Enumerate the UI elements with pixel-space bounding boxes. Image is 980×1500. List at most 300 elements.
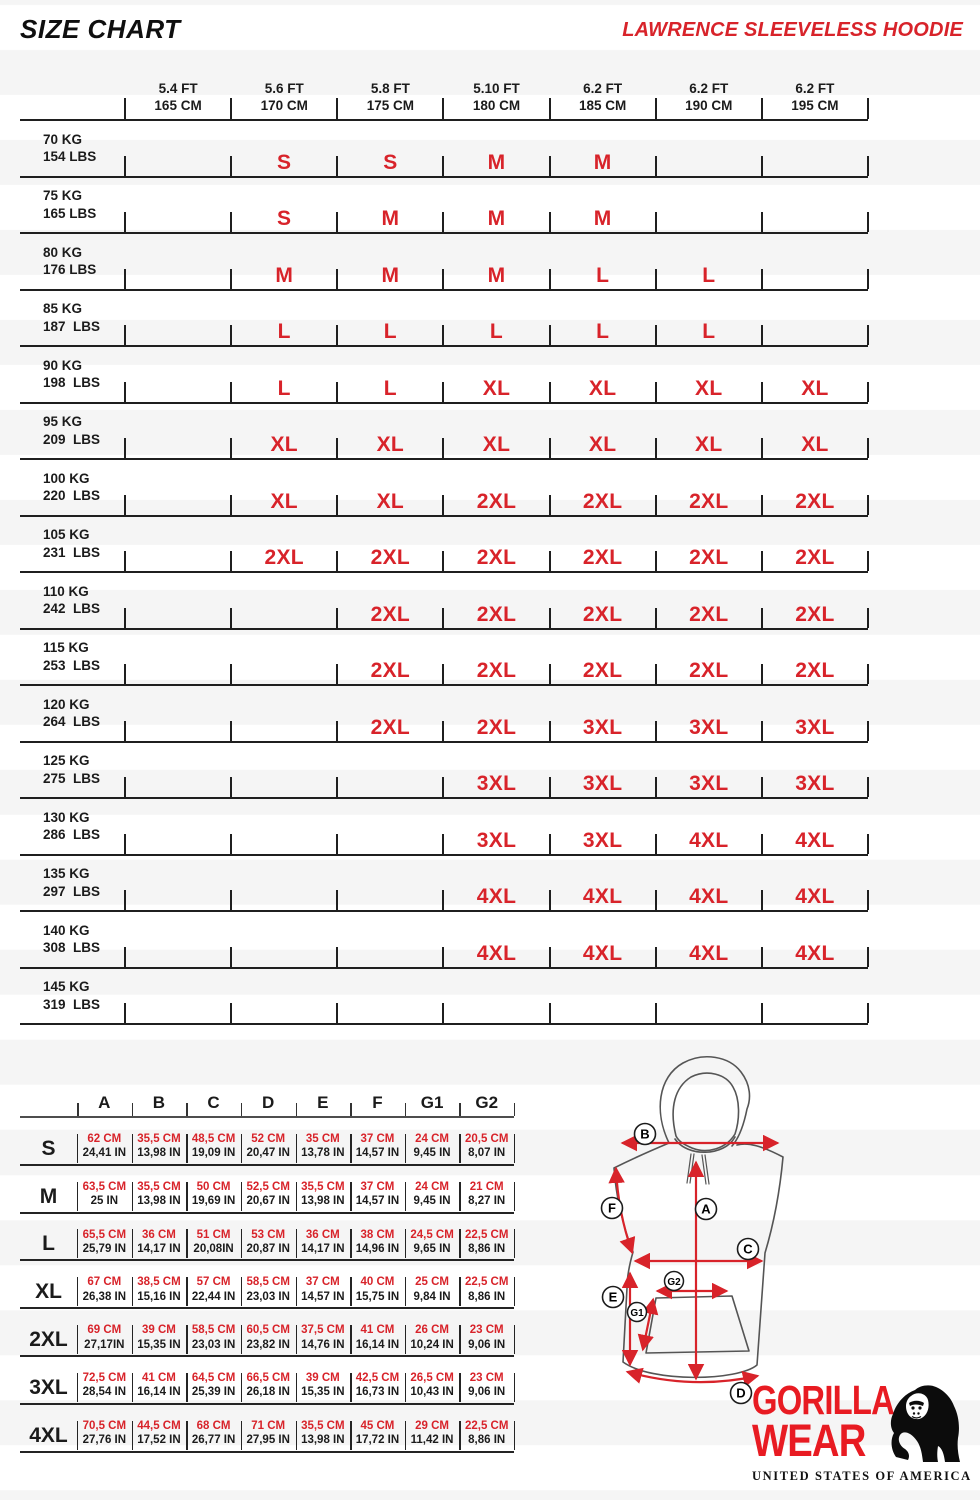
size-value: 4XL (795, 941, 835, 965)
weight-kg: 110 KG (43, 583, 89, 599)
weight-kg: 90 KG (43, 357, 83, 373)
measure-in-value: 9,65 IN (413, 1243, 451, 1256)
measure-in-value: 25,79 IN (82, 1243, 127, 1256)
measurement-cell (77, 1214, 132, 1260)
size-cell (231, 404, 337, 459)
size-value: 2XL (689, 546, 729, 569)
size-cell (125, 573, 231, 628)
size-value: 4XL (689, 885, 729, 908)
size-cell (550, 912, 656, 967)
weight-kg: 70 KG (43, 131, 83, 147)
size-cell (762, 630, 868, 685)
measurement-cell (296, 1261, 351, 1307)
measure-in-value: 26,77 IN (191, 1434, 236, 1447)
size-cell (550, 347, 656, 402)
height-column-header (550, 78, 656, 119)
size-value: 2XL (476, 489, 517, 513)
height-ft-label: 6.2 FT (583, 80, 623, 96)
measurement-row (20, 1214, 514, 1262)
weight-kg: 120 KG (43, 696, 90, 712)
measure-in-value: 14,57 IN (355, 1195, 400, 1208)
size-cell (337, 912, 443, 967)
label-g2-badge (665, 1272, 684, 1291)
measurement-row (20, 1261, 514, 1309)
size-value: 2XL (370, 602, 411, 626)
size-cell (443, 347, 549, 402)
size-grid-row (20, 178, 868, 235)
height-ft-label: 5.8 FT (370, 80, 410, 96)
size-cell (656, 912, 762, 967)
size-value: M (381, 207, 400, 230)
size-cell (762, 404, 868, 459)
size-value: 2XL (476, 546, 517, 569)
size-cell (656, 234, 762, 289)
weight-label (20, 517, 125, 572)
label-b: B (640, 1126, 650, 1142)
height-column-header (443, 78, 549, 119)
measure-column-header: A (77, 1085, 132, 1116)
measure-in-value: 23,03 IN (191, 1338, 236, 1351)
size-grid-row (20, 517, 868, 574)
size-cell (443, 969, 549, 1024)
size-value: M (487, 207, 506, 230)
size-cell (337, 799, 443, 854)
size-value: XL (270, 489, 298, 513)
measure-in-value: 9,06 IN (468, 1338, 506, 1351)
size-cell (656, 404, 762, 459)
size-cell (762, 517, 868, 572)
measure-in-value: 17,72 IN (355, 1434, 400, 1447)
label-g1: G1 (630, 1307, 644, 1319)
measure-in-value: 13,98 IN (137, 1147, 181, 1160)
measure-cm-value: 23 CM (469, 1372, 504, 1385)
height-column-header (337, 78, 443, 119)
weight-lbs: 187 LBS (43, 318, 101, 334)
weight-label (20, 799, 125, 854)
measure-cm-value: 57 CM (196, 1276, 231, 1289)
measurement-cell (350, 1405, 405, 1451)
size-cell (550, 630, 656, 685)
weight-lbs: 231 LBS (43, 544, 101, 560)
measure-cm-value: 42,5 CM (355, 1372, 400, 1385)
size-cell (656, 686, 762, 741)
size-grid-row (20, 912, 868, 969)
size-value: 4XL (689, 941, 729, 965)
size-value: 2XL (264, 546, 304, 569)
measurement-cell (132, 1166, 187, 1212)
size-cell (337, 743, 443, 798)
size-value: S (383, 150, 398, 174)
size-cell (231, 686, 337, 741)
measure-in-value: 9,45 IN (413, 1147, 451, 1160)
weight-label (20, 178, 125, 233)
measurement-cell (296, 1405, 351, 1451)
size-value: 4XL (689, 828, 729, 852)
size-value: 2XL (795, 602, 835, 626)
measure-in-value: 10,24 IN (410, 1338, 454, 1351)
weight-lbs: 165 LBS (43, 205, 97, 221)
size-value: 3XL (795, 772, 835, 795)
measurement-cell (132, 1214, 187, 1260)
size-cell (443, 234, 549, 289)
measure-cm-value: 62 CM (87, 1133, 122, 1146)
measurement-cell (296, 1118, 351, 1164)
label-g2: G2 (667, 1276, 681, 1288)
measure-cm-value: 52 CM (251, 1133, 286, 1146)
measure-cm-value: 35,5 CM (301, 1419, 345, 1432)
size-value: M (487, 263, 506, 287)
size-cell (550, 743, 656, 798)
measure-cm-value: 64,5 CM (191, 1372, 236, 1385)
measure-cm-value: 36 CM (305, 1228, 340, 1241)
size-cell (231, 291, 337, 346)
size-cell (762, 121, 868, 176)
weight-kg: 135 KG (43, 866, 90, 882)
weight-lbs: 286 LBS (43, 827, 101, 843)
weight-label (20, 234, 125, 289)
measure-column-header: C (186, 1085, 241, 1116)
size-grid-row (20, 460, 868, 517)
size-cell (337, 856, 443, 911)
measure-cm-value: 36 CM (142, 1228, 176, 1241)
measure-cm-value: 67 CM (87, 1276, 122, 1289)
measure-cm-value: 37 CM (360, 1133, 395, 1146)
size-value: 2XL (476, 715, 517, 739)
size-cell (231, 630, 337, 685)
label-a-badge (696, 1199, 717, 1220)
measure-cm-value: 60,5 CM (246, 1324, 290, 1337)
size-cell (231, 121, 337, 176)
size-value: M (593, 207, 612, 230)
size-cell (337, 630, 443, 685)
size-cell (550, 856, 656, 911)
height-ft-label: 6.2 FT (795, 80, 835, 96)
size-cell (231, 460, 337, 515)
weight-lbs: 253 LBS (43, 657, 101, 673)
measurement-cell (405, 1261, 460, 1307)
measure-column-header: G1 (405, 1085, 460, 1116)
measure-cm-value: 44,5 CM (137, 1419, 181, 1432)
measure-in-value: 28,54 IN (82, 1386, 127, 1399)
size-value: XL (588, 433, 617, 456)
measure-in-value: 15,16 IN (137, 1290, 181, 1303)
measure-in-value: 13,98 IN (301, 1195, 345, 1208)
measurement-cell (459, 1261, 514, 1307)
size-grid-row (20, 347, 868, 404)
measurement-cell (77, 1405, 132, 1451)
measurement-cell (405, 1309, 460, 1355)
size-value: L (489, 320, 504, 343)
size-cell (231, 969, 337, 1024)
weight-label (20, 969, 125, 1024)
measurement-cell (132, 1261, 187, 1307)
measure-cm-value: 53 CM (251, 1228, 286, 1241)
size-grid-row (20, 573, 868, 630)
measurement-cell (350, 1214, 405, 1260)
measure-cm-value: 48,5 CM (191, 1133, 236, 1146)
measure-cm-value: 35,5 CM (301, 1180, 345, 1193)
measure-in-value: 27,76 IN (82, 1434, 127, 1447)
measurement-cell (186, 1118, 241, 1164)
size-cell (762, 799, 868, 854)
measure-in-value: 14,57 IN (301, 1290, 345, 1303)
size-value: M (487, 150, 506, 174)
size-cell (762, 743, 868, 798)
size-cell (337, 234, 443, 289)
weight-label (20, 630, 125, 685)
size-value: 4XL (795, 828, 835, 852)
size-cell (443, 912, 549, 967)
size-value: L (383, 320, 397, 343)
measure-column-header: E (296, 1085, 351, 1116)
weight-lbs: 176 LBS (43, 262, 97, 278)
size-cell (125, 121, 231, 176)
size-grid-row (20, 743, 868, 800)
height-weight-size-grid (20, 78, 868, 1025)
size-cell (231, 178, 337, 233)
size-value: L (383, 376, 397, 400)
measurement-cell (132, 1357, 187, 1403)
measure-in-value: 27,95 IN (246, 1434, 290, 1447)
size-value: 4XL (476, 885, 517, 908)
weight-lbs: 198 LBS (43, 375, 101, 391)
size-cell (656, 291, 762, 346)
measurement-table (20, 1085, 514, 1453)
measurement-cell (405, 1166, 460, 1212)
measure-cm-value: 21 CM (469, 1180, 504, 1193)
weight-kg: 105 KG (43, 527, 90, 543)
measurement-cell (459, 1214, 514, 1260)
measurement-cell (241, 1405, 296, 1451)
size-cell (337, 969, 443, 1024)
size-value: 2XL (689, 659, 729, 682)
weight-kg: 145 KG (43, 979, 90, 995)
measure-size-label: L (42, 1232, 55, 1256)
size-value: 2XL (476, 602, 517, 626)
size-value: S (277, 150, 292, 174)
height-column-header (125, 78, 231, 119)
measurement-row (20, 1357, 514, 1405)
size-cell (656, 460, 762, 515)
height-cm-label: 165 CM (154, 98, 202, 114)
size-cell (443, 573, 549, 628)
weight-label (20, 121, 125, 176)
page-title: SIZE CHART (20, 14, 181, 44)
measurement-cell (350, 1357, 405, 1403)
measure-in-value: 10,43 IN (410, 1386, 454, 1399)
size-cell (125, 347, 231, 402)
measurement-cell (186, 1357, 241, 1403)
size-value: XL (588, 376, 617, 400)
measurement-cell (350, 1309, 405, 1355)
measure-column-header: F (350, 1085, 405, 1116)
weight-label (20, 912, 125, 967)
size-value: 3XL (476, 772, 517, 795)
size-cell (550, 686, 656, 741)
measurement-cell (405, 1214, 460, 1260)
size-value: 2XL (795, 659, 835, 682)
measurement-cell (186, 1261, 241, 1307)
measure-in-value: 14,76 IN (301, 1338, 345, 1351)
size-cell (443, 121, 549, 176)
measure-cm-value: 39 CM (142, 1324, 176, 1337)
height-cm-label: 185 CM (578, 98, 627, 114)
weight-lbs: 297 LBS (43, 883, 101, 899)
size-cell (550, 178, 656, 233)
size-cell (337, 347, 443, 402)
size-cell (443, 404, 549, 459)
weight-lbs: 209 LBS (43, 431, 101, 447)
measurement-cell (405, 1357, 460, 1403)
measurement-cell (405, 1405, 460, 1451)
label-b-badge (635, 1124, 656, 1145)
size-cell (231, 234, 337, 289)
size-value: 3XL (795, 715, 835, 739)
measure-in-value: 9,84 IN (413, 1290, 451, 1303)
measure-cm-value: 38,5 CM (137, 1276, 181, 1289)
measurement-cell (132, 1405, 187, 1451)
brand-name-line1: GORILLA (752, 1377, 894, 1423)
measure-cm-value: 25 CM (415, 1276, 449, 1289)
size-value: XL (801, 376, 829, 400)
size-value: 3XL (476, 828, 517, 852)
size-value: XL (801, 433, 829, 456)
size-cell (656, 743, 762, 798)
measure-in-value: 20,08IN (193, 1243, 234, 1256)
weight-label (20, 460, 125, 515)
measure-in-value: 14,96 IN (355, 1243, 400, 1256)
brand-logo (752, 1377, 972, 1484)
size-value: 3XL (582, 828, 623, 852)
weight-kg: 80 KG (43, 244, 83, 260)
measure-cm-value: 24 CM (415, 1133, 449, 1146)
height-ft-label: 6.2 FT (689, 80, 729, 96)
size-cell (762, 686, 868, 741)
size-value: 4XL (582, 885, 623, 908)
measure-in-value: 8,27 IN (468, 1195, 506, 1208)
weight-label (20, 573, 125, 628)
size-cell (656, 969, 762, 1024)
measure-cm-value: 70,5 CM (82, 1419, 127, 1432)
measurement-cell (241, 1309, 296, 1355)
size-grid-row (20, 234, 868, 291)
size-value: XL (376, 433, 405, 456)
measure-cm-value: 39 CM (305, 1372, 340, 1385)
measurement-cell (405, 1118, 460, 1164)
measure-column-header: B (132, 1085, 187, 1116)
measure-in-value: 13,98 IN (301, 1434, 345, 1447)
measure-cm-value: 71 CM (251, 1419, 286, 1432)
size-value: 3XL (689, 715, 729, 739)
measurement-cell (241, 1261, 296, 1307)
measure-cm-value: 35,5 CM (137, 1180, 181, 1193)
measure-in-value: 24,41 IN (82, 1147, 127, 1160)
measurement-cell (77, 1309, 132, 1355)
size-value: XL (482, 376, 511, 400)
measure-in-value: 13,78 IN (301, 1147, 345, 1160)
measure-in-value: 20,87 IN (246, 1243, 290, 1256)
size-cell (125, 686, 231, 741)
size-cell (656, 517, 762, 572)
measure-cm-value: 41 CM (360, 1324, 395, 1337)
measure-in-value: 20,47 IN (246, 1147, 290, 1160)
measure-in-value: 9,06 IN (468, 1386, 506, 1399)
size-value: L (596, 320, 610, 343)
size-value: XL (695, 376, 723, 400)
measurement-cell (77, 1166, 132, 1212)
size-cell (550, 291, 656, 346)
hoodie-measurement-diagram (590, 1050, 890, 1422)
measurement-cell (296, 1214, 351, 1260)
weight-kg: 95 KG (43, 414, 83, 430)
measure-in-value: 25 IN (90, 1195, 119, 1208)
label-e: E (608, 1289, 618, 1305)
weight-kg: 75 KG (43, 188, 83, 204)
size-grid-row (20, 856, 868, 913)
size-value: 2XL (689, 489, 729, 513)
measurement-cell (459, 1309, 514, 1355)
size-value: M (275, 263, 294, 287)
height-cm-label: 170 CM (260, 98, 308, 114)
measure-in-value: 19,69 IN (191, 1195, 236, 1208)
measurement-cell (459, 1405, 514, 1451)
height-ft-label: 5.6 FT (264, 80, 304, 96)
size-cell (337, 404, 443, 459)
measure-cm-value: 45 CM (360, 1419, 395, 1432)
height-column-header (656, 78, 762, 119)
measure-in-value: 19,09 IN (191, 1147, 236, 1160)
size-cell (125, 178, 231, 233)
measure-cm-value: 51 CM (196, 1228, 231, 1241)
size-cell (443, 630, 549, 685)
height-cm-label: 190 CM (685, 98, 733, 114)
weight-label (20, 291, 125, 346)
measurement-cell (459, 1166, 514, 1212)
measure-size-label: S (41, 1136, 56, 1160)
brand-name-line2: WEAR (752, 1414, 866, 1466)
size-value: M (381, 263, 400, 287)
measure-in-value: 20,67 IN (246, 1195, 290, 1208)
size-grid-body (20, 121, 868, 1025)
measurement-cell (296, 1357, 351, 1403)
measurement-row (20, 1166, 514, 1214)
size-cell (125, 404, 231, 459)
size-cell (656, 799, 762, 854)
size-value: XL (695, 433, 723, 456)
size-value: M (593, 150, 612, 174)
size-value: L (277, 376, 291, 400)
label-f: F (608, 1200, 616, 1216)
size-cell (231, 517, 337, 572)
size-value: 2XL (582, 602, 623, 626)
size-cell (125, 291, 231, 346)
weight-lbs: 242 LBS (43, 601, 101, 617)
size-value: L (277, 320, 291, 343)
size-cell (443, 178, 549, 233)
size-value: L (596, 263, 610, 287)
size-cell (762, 178, 868, 233)
measure-cm-value: 58,5 CM (191, 1324, 236, 1337)
size-cell (762, 573, 868, 628)
size-grid-row (20, 799, 868, 856)
size-cell (125, 912, 231, 967)
size-cell (550, 573, 656, 628)
size-cell (337, 291, 443, 346)
measurement-cell (350, 1261, 405, 1307)
measurement-cell (77, 1357, 132, 1403)
height-column-header (231, 78, 337, 119)
size-cell (125, 799, 231, 854)
